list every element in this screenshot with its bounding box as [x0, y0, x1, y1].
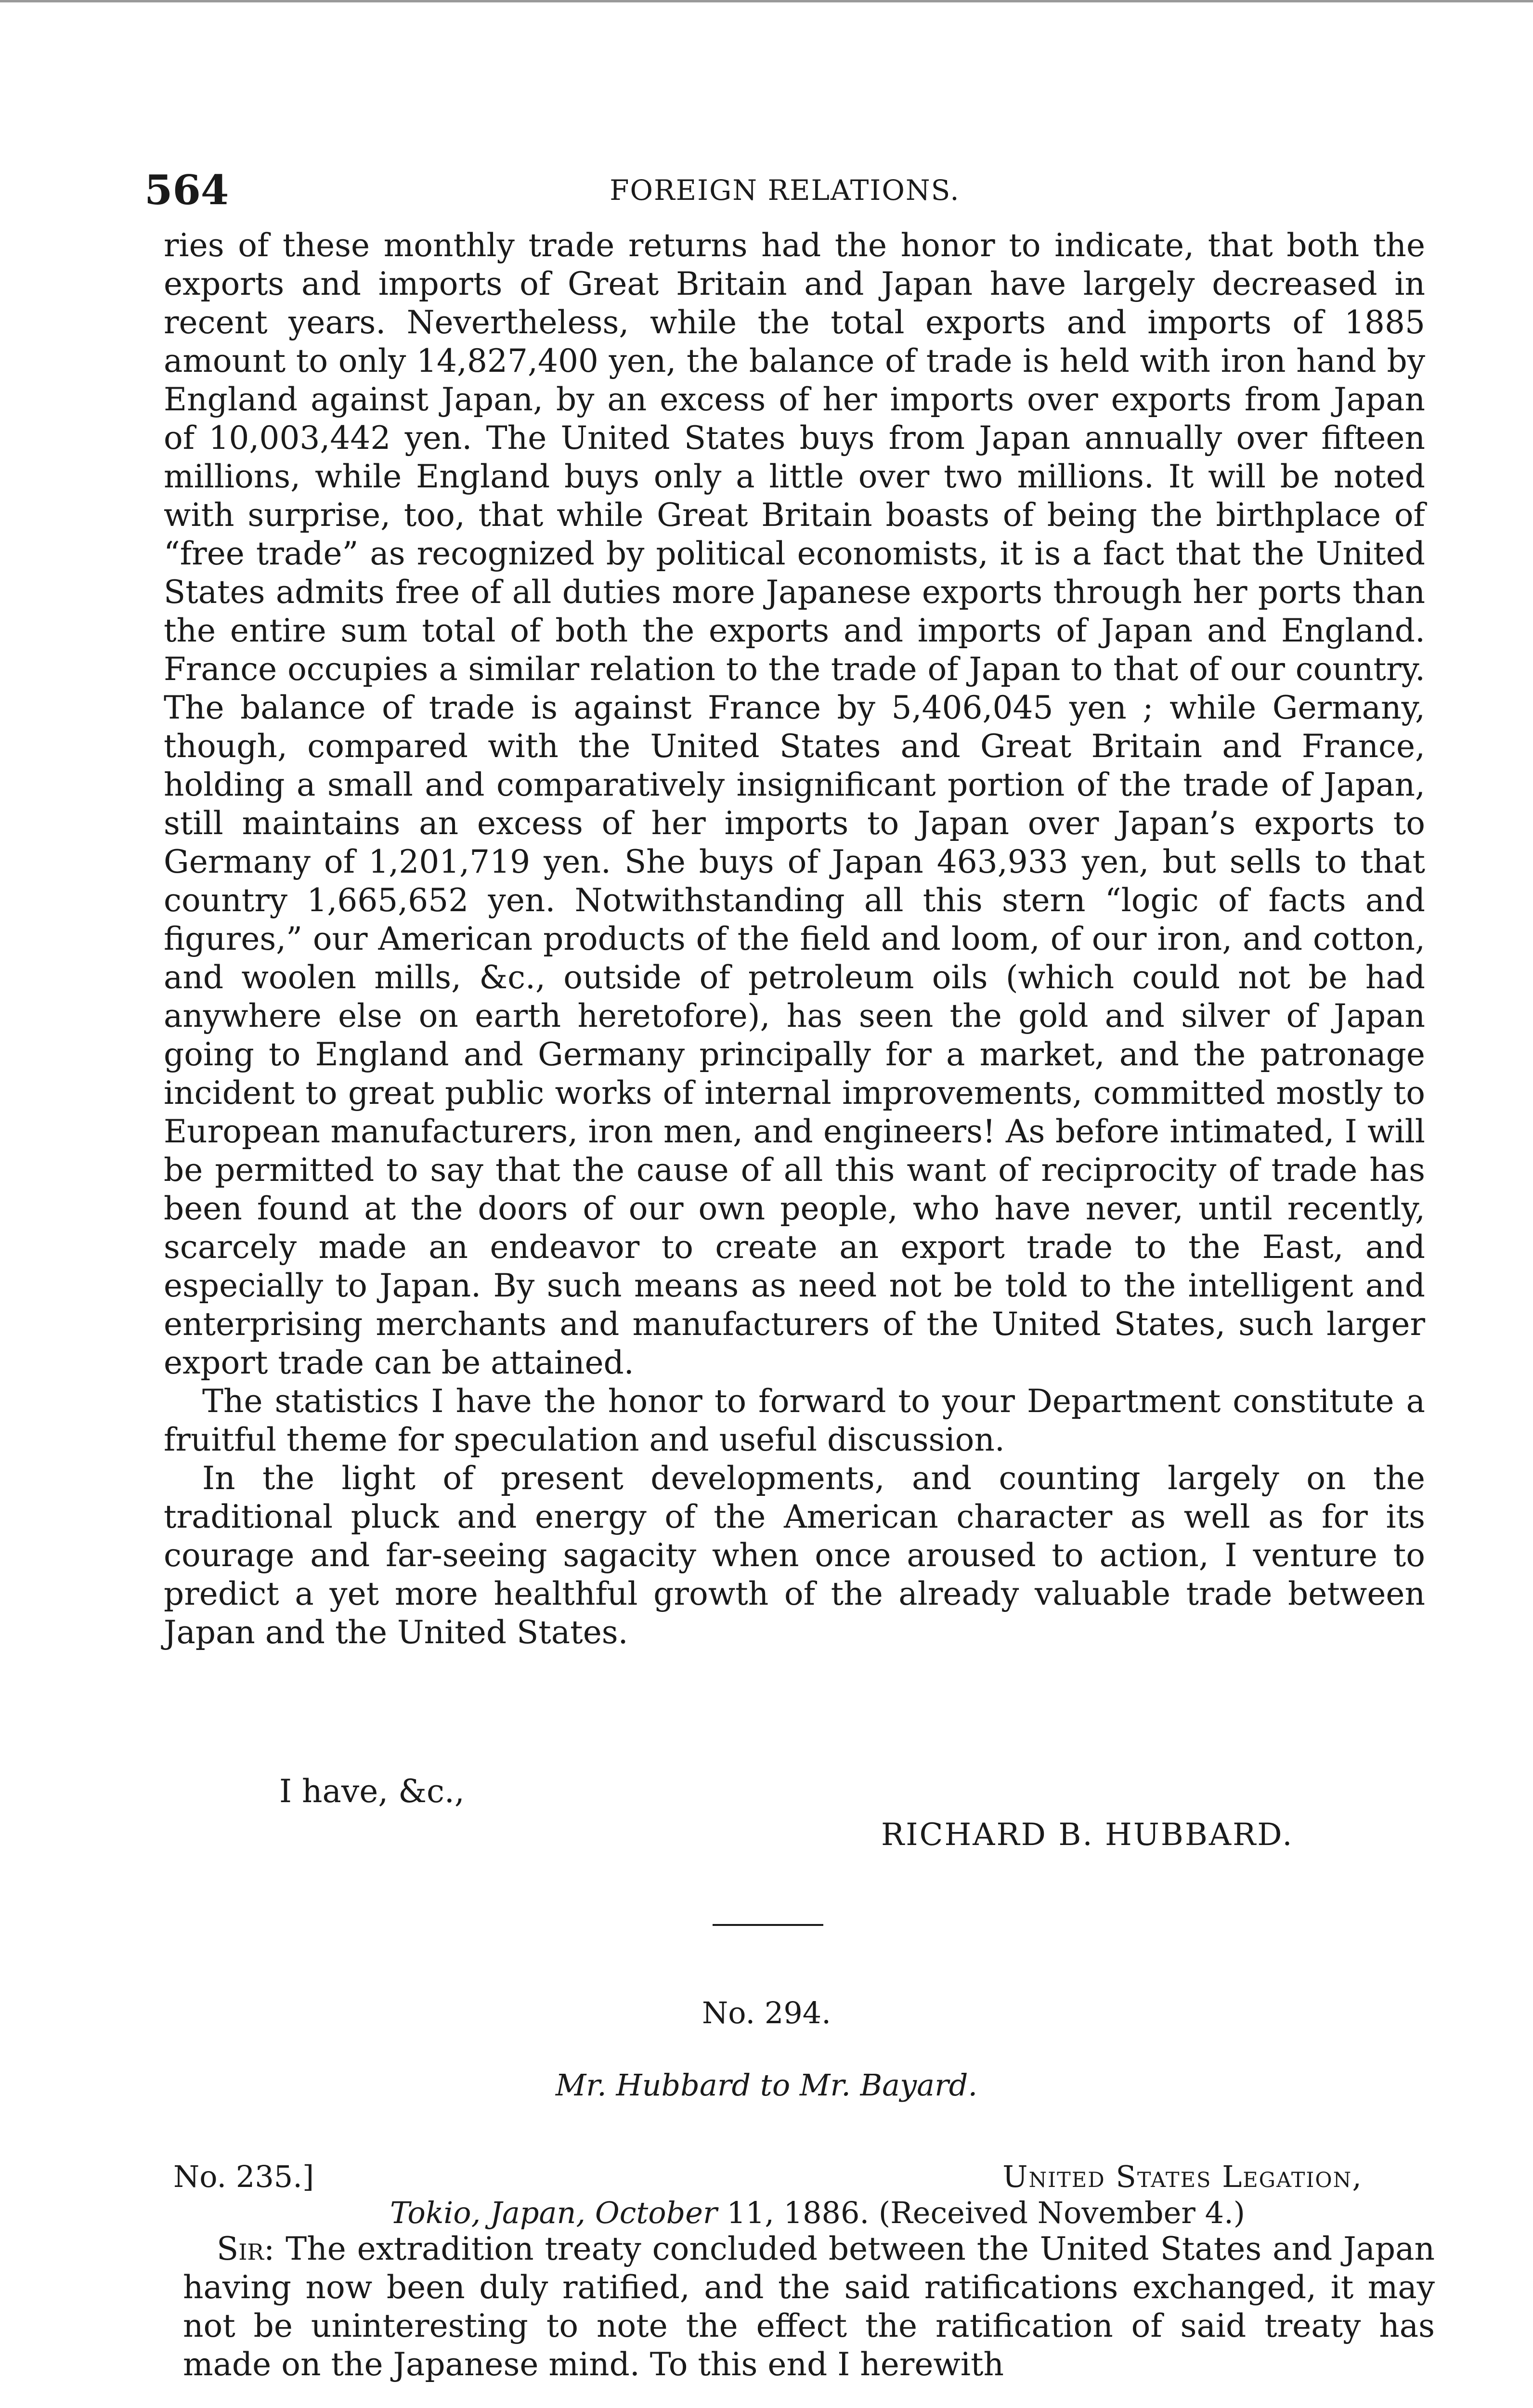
received-note: (Received November 4.): [878, 2195, 1245, 2230]
reference-number: No. 235.]: [173, 2159, 314, 2194]
paragraph-3: In the light of present developments, and counting largely on the traditional pluck and energy of the American character as well as for its courage and far-seeing sagacity when once aroused to action, I venture to predict a yet more healthful growth of the already valuable trade between Japan and the United States.: [164, 1460, 1425, 1651]
place-date-line: [390, 2194, 1245, 2232]
legation-heading: United States Legation,: [1002, 2159, 1363, 2194]
letter-paragraph: [183, 2230, 1435, 2384]
page-number: 564: [144, 166, 229, 214]
document-number: No. 294.: [702, 1995, 831, 2030]
section-separator: [713, 1924, 823, 1926]
paragraph-2: The statistics I have the honor to forward to your Department constitute a fruitful theme for speculation and useful discussion.: [164, 1383, 1425, 1458]
paragraph-1: ries of these monthly trade returns had the honor to indicate, that both the exports and imports of Great Britain and Japan have largely decreased in recent years. Nevertheless, while the total exports and imports of 1885 amount to only 14,827,400 yen, the balance of trade is held with iron hand by England against Japan, by an excess of her imports over exports from Japan of 10,003,442 yen. The United States buys from Japan annually over fifteen millions, while England buys only a little over two millions. It will be noted with surprise, too, that while Great Britain boasts of being the birthplace of “free trade” as recognized by political economists, it is a fact that the United States admits free of all duties more Japanese exports through her ports than the entire sum total of both the exports and imports of Japan and England. France occupies a similar relation to the trade of Japan to that of our country. The balance of trade is against France by 5,406,045 yen ; while Germany, though, compared with the United States and Great Britain and France, holding a small and comparatively insignificant portion of the trade of Japan, still maintains an excess of her imports to Japan over Japan’s exports to Germany of 1,201,719 yen. She buys of Japan 463,933 yen, but sells to that country 1,665,652 yen. Notwithstanding all this stern “logic of facts and figures,” our American products of the field and loom, of our iron, and cotton, and woolen mills, &c., outside of petroleum oils (which could not be had anywhere else on earth heretofore), has seen the gold and silver of Japan going to England and Germany principally for a market, and the patronage incident to great public works of internal improvements, committed mostly to European manufacturers, iron men, and engineers! As before intimated, I will be permitted to say that the cause of all this want of reciprocity of trade has been found at the doors of our own people, who have never, until recently, scarcely made an endeavor to create an export trade to the East, and especially to Japan. By such means as need not be told to the intelligent and enterprising merchants and manufacturers of the United States, such larger export trade can be attained.: [164, 227, 1425, 1381]
page-header: [144, 164, 1425, 217]
letter-text: The extradition treaty concluded between the United States and Japan having now been duly ratified, and the said ratifications exchanged, it may not be uninteresting to note the effect the ratification of said treaty has made on the Japanese mind. To this end I herewith: [183, 2230, 1435, 2383]
body-text: [164, 226, 1425, 1652]
page-top-edge: [0, 0, 1533, 2]
running-head: FOREIGN RELATIONS.: [610, 174, 960, 207]
signature: RICHARD B. HUBBARD.: [881, 1817, 1294, 1853]
date: 11, 1886.: [727, 2195, 870, 2230]
closing: I have, &c.,: [279, 1773, 465, 1810]
document-title: Mr. Hubbard to Mr. Bayard.: [555, 2068, 978, 2103]
salutation: Sir:: [217, 2230, 275, 2267]
reference-line: [173, 2158, 1416, 2196]
place: Tokio, Japan, October: [390, 2195, 717, 2230]
letter-body: [183, 2230, 1435, 2384]
